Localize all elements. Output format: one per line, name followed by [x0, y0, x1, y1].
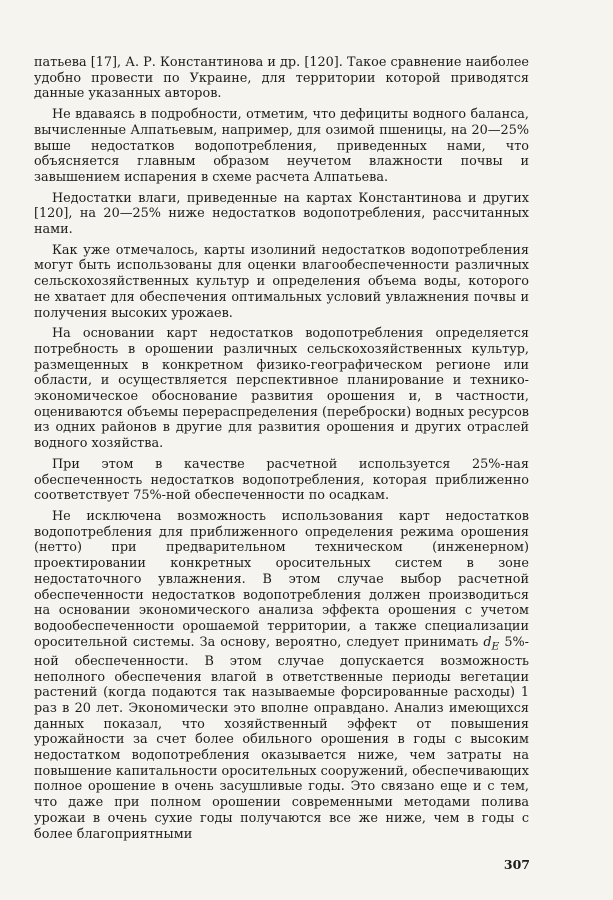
paragraph: Недостатки влаги, приведенные на картах Константинова и других [120], на 20—25% ниже недостатков водопотребления, рассчитанных нами.	[34, 190, 529, 238]
page-number: 307	[503, 857, 530, 872]
paragraph-text-after-symbol: 5%-ной обеспеченности. В этом случае допускается возможность неполного обеспечения влагой в ответственные периоды вегетации растений (когда подаются так называемые форсированные расходы) 1 раз в 20 лет. Экономически это вполне оправдано. Анализ имеющихся данных показал, что хозяйственный эффект от повышения урожайности за счет более обильного орошения в годы с высоким недостатком водопотребления оказывается ниже, чем затраты на повышение капитальности оросительных сооружений, обеспечивающих полное орошение в очень засушливые годы. Это связано еще и с тем, что даже при полном орошении современными методами полива урожаи в очень сухие годы получаются все же ниже, чем в годы с более благоприятными	[34, 634, 529, 842]
symbol-d-e	[483, 634, 500, 653]
symbol-base: d	[483, 634, 492, 650]
paragraph: патьева [17], А. Р. Константинова и др. [120]. Такое сравнение наиболее удобно провести по Украине, для территории которой приводятся данные указанных авторов.	[34, 55, 529, 102]
paragraph-with-formula	[34, 509, 529, 842]
paragraph: При этом в качестве расчетной используется 25%-ная обеспеченность недостатков водопотребления, которая приближенно соответствует 75%-ной обеспеченности по осадкам.	[34, 456, 529, 504]
paragraph: Как уже отмечалось, карты изолиний недостатков водопотребления могут быть использованы для оценки влагообеспеченности различных сельскохозяйственных культур и определения объема воды, которого не хватает для обеспечения оптимальных условий увлажнения почвы и получения высоких урожаев.	[34, 242, 529, 321]
symbol-subscript: E	[491, 639, 500, 653]
paragraph: Не вдаваясь в подробности, отметим, что дефициты водного баланса, вычисленные Алпатьевым, например, для озимой пшеницы, на 20—25% выше недостатков водопотребления, приведенных нами, что объясняется главным образом неучетом влажности почвы и завышением испарения в схеме расчета Алпатьева.	[34, 107, 529, 185]
paragraph: На основании карт недостатков водопотребления определяется потребность в орошении различных сельскохозяйственных культур, размещенных в конкретном физико-географическом регионе или области, и осуществляется перспективное планирование и технико-экономическое обоснование развития орошения и, в частности, оцениваются объемы перераспределения (переброски) водных ресурсов из одних районов в другие для развития орошения и других отраслей водного хозяйства.	[34, 326, 529, 452]
paragraph-text-before-symbol: Не исключена возможность использования карт недостатков водопотребления для приближенного определения режима орошения (нетто) при предварительном техническом (инженерном) проектировании конкретных оросительных систем в зоне недостаточного увлажнения. В этом случае выбор расчетной обеспеченности недостатков водопотребления должен производиться на основании экономического анализа эффекта орошения с учетом водообеспеченности орошаемой территории, а также специализации оросительной системы. За основу, вероятно, следует принимать	[34, 508, 529, 650]
